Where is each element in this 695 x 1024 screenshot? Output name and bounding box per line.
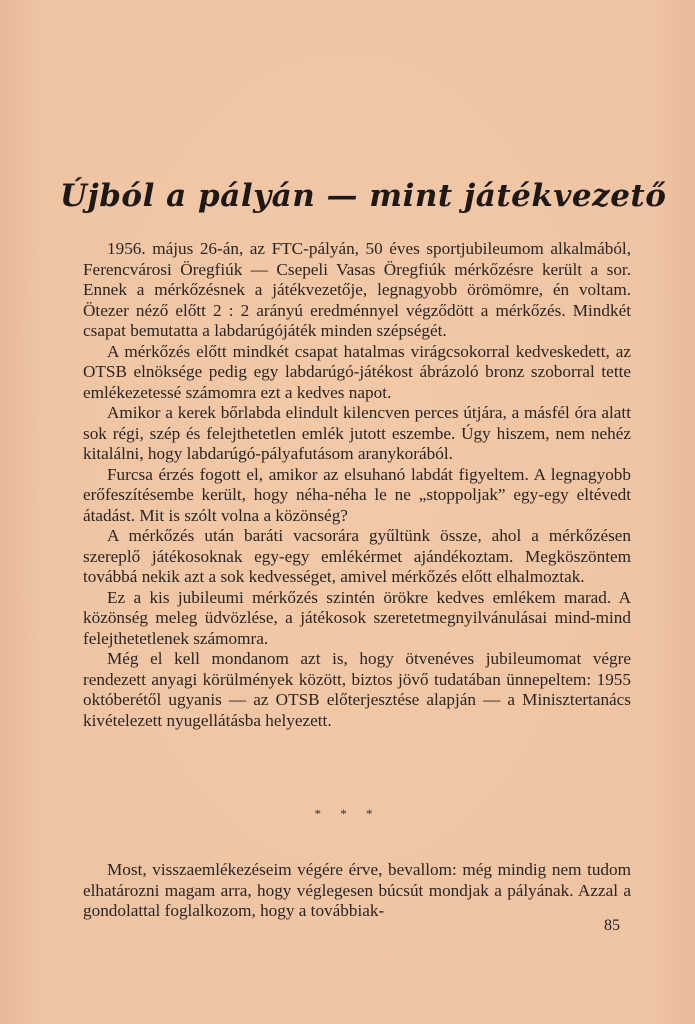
paragraph: Ez a kis jubileumi mérkőzés szintén örökre kedves emlékem marad. A közönség meleg üdvözlése, a játékosok szeretetmegnyilvánulásai mind-mind felejthetetlenek számomra. bbox=[83, 587, 631, 648]
paragraph: A mérkőzés után baráti vacsorára gyűltünk össze, ahol a mérkőzésen szereplő játékosoknak egy-egy emlékérmet ajándékoztam. Megköszöntem továbbá nekik azt a sok kedvességet, amivel mérkőzés előtt elhalmoztak. bbox=[83, 526, 631, 586]
paragraph: Amikor a kerek bőrlabda elindult kilencven perces útjára, a másfél óra alatt sok régi, szép és felejthetetlen emlék jutott eszembe. Úgy hiszem, nem nehéz kitalálni, hogy labdarúgó-pályafutásom aranykorából. bbox=[83, 403, 631, 463]
paragraph: Furcsa érzés fogott el, amikor az elsuhanó labdát figyeltem. A legnagyobb erőfeszítésembe került, hogy néha-néha le ne „stoppoljak” egy-egy eltévedt átadást. Mit is szólt volna a közönség? bbox=[83, 464, 631, 525]
page-number: 85 bbox=[604, 917, 620, 934]
paragraph: A mérkőzés előtt mindkét csapat hatalmas virágcsokorral kedveskedett, az OTSB elnöksége pedig egy labdarúgó-játékost ábrázoló bronz szoborral tette emlékezetessé számomra ezt a kedves napot. bbox=[83, 341, 631, 402]
chapter-body bbox=[83, 239, 631, 731]
chapter-title: Újból a pályán — mint játékvezető bbox=[60, 178, 667, 214]
section-separator: * * * bbox=[314, 806, 381, 821]
paragraph: 1956. május 26-án, az FTC-pályán, 50 éves sportjubileumom alkalmából, Ferencvárosi Öregfiúk — Csepeli Vasas Öregfiúk mérkőzésre került a sor. Ennek a mérkőzésnek a játékvezetője, legnagyobb örömömre, én voltam. Ötezer néző előtt 2 : 2 arányú eredménnyel végződött a mérkőzés. Mindkét csapat bemutatta a labdarúgójáték minden szépségét. bbox=[83, 239, 631, 340]
closing-paragraph: Most, visszaemlékezéseim végére érve, bevallom: még mindig nem tudom elhatározni magam arra, hogy véglegesen búcsút mondjak a pályának. Azzal a gondolattal foglalkozom, hogy a továbbiak- bbox=[83, 860, 631, 921]
paragraph: Még el kell mondanom azt is, hogy ötvenéves jubileumomat végre rendezett anyagi körülmények között, biztos jövő tudatában ünnepeltem: 1955 októberétől ugyanis — az OTSB előterjesztése alapján — a Minisztertanács kivételezett nyugellátásba helyezett. bbox=[83, 649, 631, 730]
